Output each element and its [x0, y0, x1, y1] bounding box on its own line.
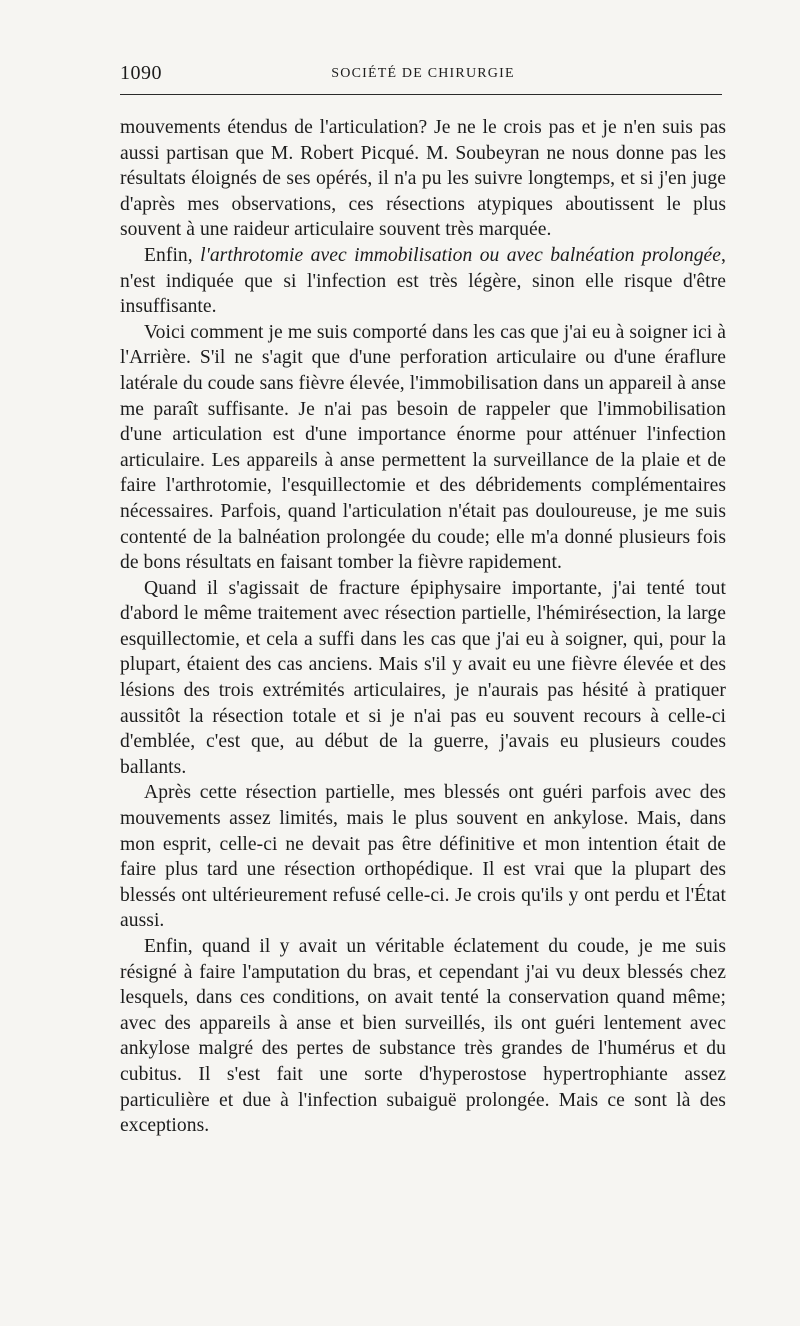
- running-title: SOCIÉTÉ DE CHIRURGIE: [331, 66, 515, 81]
- paragraph: [120, 243, 726, 320]
- document-page: [120, 62, 726, 1139]
- page-header: [120, 62, 726, 94]
- paragraph: Après cette résection partielle, mes blessés ont guéri parfois avec des mouvements assez limités, mais le plus souvent en ankylose. Mais, dans mon esprit, celle-ci ne devait pas être définitive et mon intention était de faire plus tard une résection orthopédique. Il est vrai que la plupart des blessés ont ultérieurement refusé celle-ci. Je crois qu'ils y ont perdu et l'État aussi.: [120, 782, 726, 932]
- body-text: [120, 115, 726, 1139]
- paragraph: Enfin, quand il y avait un véritable éclatement du coude, je me suis résigné à faire l'amputation du bras, et cependant j'ai vu deux blessés chez lesquels, dans ces conditions, on avait tenté la conservation quand même; avec des appareils à anse et bien surveillés, ils ont guéri lentement avec ankylose malgré des pertes de substance très grandes de l'humérus et du cubitus. Il s'est fait une sorte d'hyperostose hypertrophiante assez particulière et due à l'infection subaiguë prolongée. Mais ce sont là des exceptions.: [120, 936, 726, 1137]
- paragraph: Quand il s'agissait de fracture épiphysaire importante, j'ai tenté tout d'abord le même traitement avec résection partielle, l'hémirésection, la large esquillectomie, et cela a suffi dans les cas que j'ai eu à soigner, qui, pour la plupart, étaient des cas anciens. Mais s'il y avait eu une fièvre élevée et des lésions des trois extrémités articulaires, je n'aurais pas hésité à pratiquer aussitôt la résection totale et si je n'ai pas eu souvent recours à celle-ci d'emblée, c'est que, au début de la guerre, j'avais eu plusieurs coudes ballants.: [120, 577, 726, 778]
- paragraph: mouvements étendus de l'articulation? Je ne le crois pas et je n'en suis pas aussi partisan que M. Robert Picqué. M. Soubeyran ne nous donne pas les résultats éloignés de ses opérés, il n'a pu les suivre longtemps, et si j'en juge d'après mes observations, ces résections atypiques aboutissent le plus souvent à une raideur articulaire souvent très marquée.: [120, 117, 726, 241]
- header-rule: [120, 94, 722, 95]
- paragraph-lead: Enfin,: [144, 244, 201, 266]
- italic-term: l'arthrotomie avec immobilisation ou avec balnéation prolongée: [200, 244, 722, 266]
- page-number: 1090: [120, 62, 162, 84]
- paragraph-rest: , n'est indiquée que si l'infection est très légère, sinon elle risque d'être insuffisante.: [120, 244, 726, 318]
- paragraph: Voici comment je me suis comporté dans les cas que j'ai eu à soigner ici à l'Arrière. S'il ne s'agit que d'une perforation articulaire ou d'une éraflure latérale du coude sans fièvre élevée, l'immobilisation dans un appareil à anse me paraît suffisante. Je n'ai pas besoin de rappeler que l'immobilisation d'une articulation est d'une importance énorme pour atténuer l'infection articulaire. Les appareils à anse permettent la surveillance de la plaie et de faire l'arthrotomie, l'esquillectomie et des débridements complémentaires nécessaires. Parfois, quand l'articulation n'était pas douloureuse, je me suis contenté de la balnéation prolongée du coude; elle m'a donné plusieurs fois de bons résultats en faisant tomber la fièvre rapidement.: [120, 321, 726, 574]
